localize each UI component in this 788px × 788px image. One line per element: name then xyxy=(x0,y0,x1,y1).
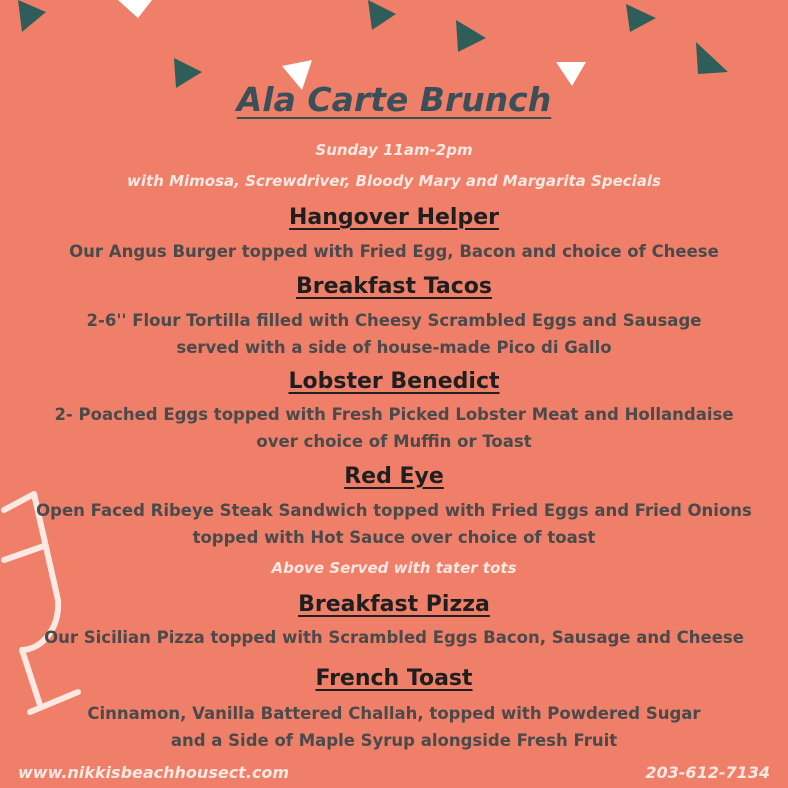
description-line: Cinnamon, Vanilla Battered Challah, topped with Powdered Sugar xyxy=(87,704,701,723)
menu-specials: with Mimosa, Screwdriver, Bloody Mary and Margarita Specials xyxy=(127,172,661,190)
item-heading-hangover-helper: Hangover Helper xyxy=(289,205,499,230)
item-description xyxy=(0,238,788,265)
item-heading-breakfast-pizza: Breakfast Pizza xyxy=(298,592,490,617)
item-heading-red-eye: Red Eye xyxy=(344,464,444,489)
description-line: Our Angus Burger topped with Fried Egg, Bacon and choice of Cheese xyxy=(69,242,719,261)
phone-number: 203-612-7134 xyxy=(645,763,770,782)
description-line: 2-6'' Flour Tortilla filled with Cheesy Scrambled Eggs and Sausage xyxy=(86,311,702,330)
item-description xyxy=(0,401,788,455)
website-link[interactable]: www.nikkisbeachhousect.com xyxy=(18,763,290,782)
description-line: over choice of Muffin or Toast xyxy=(256,432,532,451)
description-line: served with a side of house-made Pico di Gallo xyxy=(176,338,612,357)
item-description xyxy=(0,307,788,361)
menu-title: Ala Carte Brunch xyxy=(236,80,552,119)
description-line: topped with Hot Sauce over choice of toast xyxy=(192,528,596,547)
description-line: 2- Poached Eggs topped with Fresh Picked Lobster Meat and Hollandaise xyxy=(54,405,734,424)
description-line: Our Sicilian Pizza topped with Scrambled Eggs Bacon, Sausage and Cheese xyxy=(44,628,744,647)
item-heading-breakfast-tacos: Breakfast Tacos xyxy=(296,274,492,299)
item-description xyxy=(0,700,788,754)
description-line: Open Faced Ribeye Steak Sandwich topped with Fried Eggs and Fried Onions xyxy=(36,501,752,520)
menu-schedule: Sunday 11am-2pm xyxy=(315,141,473,159)
item-description xyxy=(0,497,788,551)
description-line: and a Side of Maple Syrup alongside Fresh Fruit xyxy=(170,731,618,750)
serving-note: Above Served with tater tots xyxy=(271,559,517,577)
item-heading-lobster-benedict: Lobster Benedict xyxy=(288,369,500,394)
item-description xyxy=(0,624,788,651)
item-heading-french-toast: French Toast xyxy=(315,666,473,691)
